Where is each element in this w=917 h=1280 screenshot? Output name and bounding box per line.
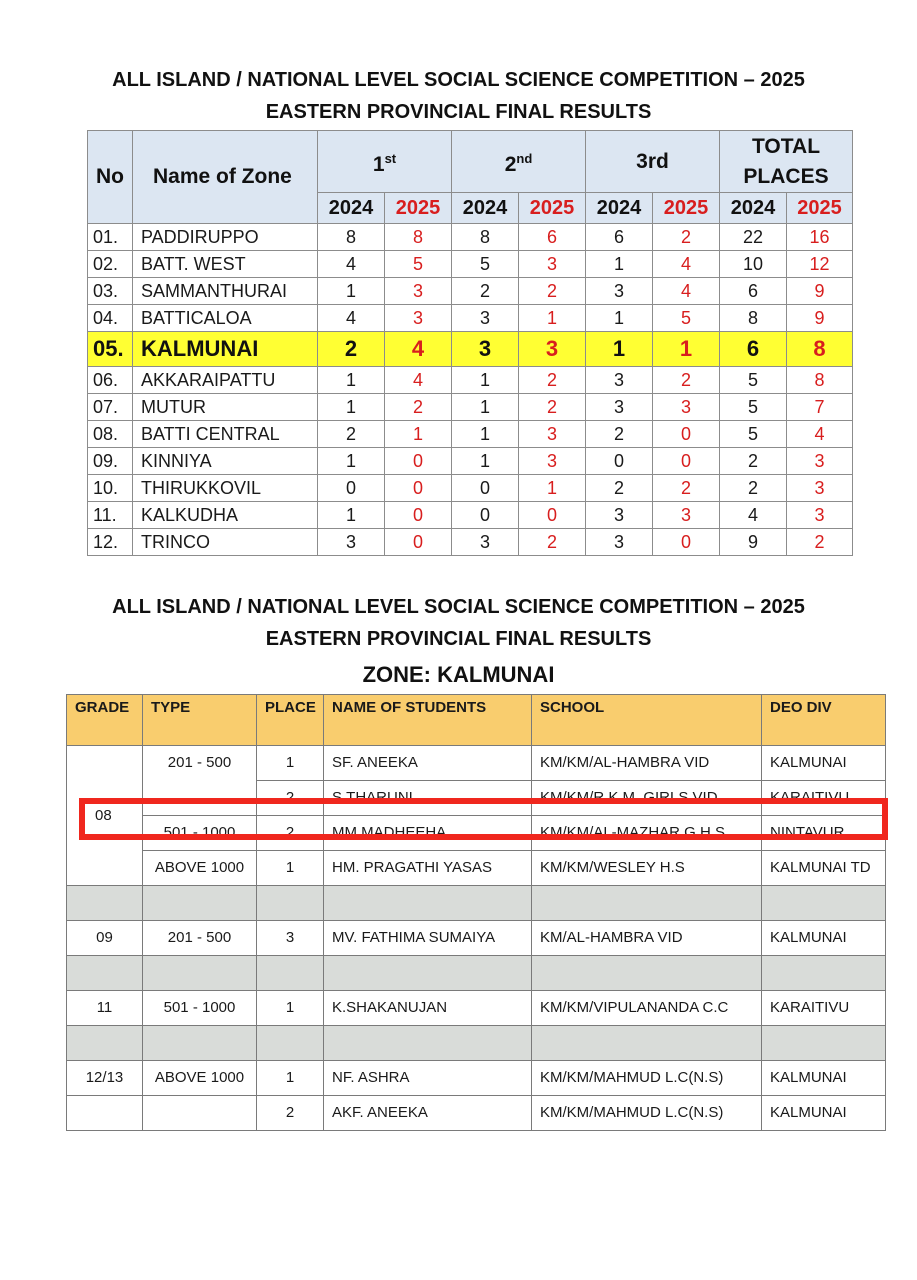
value-2024: 3 bbox=[586, 394, 653, 421]
value-2025: 0 bbox=[653, 421, 720, 448]
separator-row bbox=[67, 956, 886, 991]
deo-division: KALMUNAI bbox=[762, 921, 886, 956]
value-2024: 3 bbox=[452, 332, 519, 367]
header-total-places bbox=[720, 131, 853, 193]
grade-cell: 12/13 bbox=[67, 1061, 143, 1096]
header-grade: GRADE bbox=[67, 695, 143, 746]
value-2025: 2 bbox=[787, 529, 853, 556]
value-2025: 3 bbox=[787, 475, 853, 502]
zone-name: PADDIRUPPO bbox=[133, 224, 318, 251]
value-2025: 2 bbox=[385, 394, 452, 421]
school-name: KM/KM/MAHMUD L.C(N.S) bbox=[532, 1096, 762, 1131]
value-2025: 3 bbox=[787, 502, 853, 529]
value-2025: 2 bbox=[519, 367, 586, 394]
place-cell: 1 bbox=[257, 851, 324, 886]
value-2025: 2 bbox=[519, 394, 586, 421]
value-2024: 6 bbox=[720, 332, 787, 367]
deo-division: KALMUNAI TD bbox=[762, 851, 886, 886]
value-2024: 1 bbox=[452, 394, 519, 421]
year-2025: 2025 bbox=[787, 193, 853, 224]
value-2025: 4 bbox=[787, 421, 853, 448]
value-2024: 3 bbox=[586, 367, 653, 394]
value-2025: 2 bbox=[653, 367, 720, 394]
value-2025: 8 bbox=[787, 367, 853, 394]
place-cell: 2 bbox=[257, 781, 324, 816]
value-2024: 2 bbox=[318, 332, 385, 367]
school-name: KM/AL-HAMBRA VID bbox=[532, 921, 762, 956]
student-name: AKF. ANEEKA bbox=[324, 1096, 532, 1131]
value-2025: 0 bbox=[385, 502, 452, 529]
value-2024: 0 bbox=[452, 502, 519, 529]
grade-value: 08 bbox=[95, 806, 112, 824]
value-2024: 6 bbox=[586, 224, 653, 251]
row-number: 01. bbox=[88, 224, 133, 251]
year-2024: 2024 bbox=[586, 193, 653, 224]
value-2024: 2 bbox=[586, 421, 653, 448]
separator-row bbox=[67, 886, 886, 921]
value-2024: 2 bbox=[452, 278, 519, 305]
value-2025: 8 bbox=[385, 224, 452, 251]
value-2024: 5 bbox=[720, 421, 787, 448]
value-2025: 1 bbox=[519, 475, 586, 502]
value-2024: 3 bbox=[318, 529, 385, 556]
year-2024: 2024 bbox=[318, 193, 385, 224]
place-cell: 1 bbox=[257, 991, 324, 1026]
header-third-place: 3rd bbox=[586, 131, 720, 193]
value-2024: 1 bbox=[586, 305, 653, 332]
value-2025: 6 bbox=[519, 224, 586, 251]
value-2024: 4 bbox=[318, 251, 385, 278]
zone-row bbox=[88, 278, 853, 305]
value-2025: 1 bbox=[385, 421, 452, 448]
value-2024: 2 bbox=[720, 475, 787, 502]
grade-cell bbox=[67, 1096, 143, 1131]
value-2025: 4 bbox=[653, 278, 720, 305]
value-2025: 2 bbox=[519, 529, 586, 556]
value-2025: 1 bbox=[519, 305, 586, 332]
value-2024: 0 bbox=[586, 448, 653, 475]
value-2025: 2 bbox=[519, 278, 586, 305]
value-2025: 0 bbox=[653, 529, 720, 556]
value-2024: 3 bbox=[586, 502, 653, 529]
first-num: 1 bbox=[372, 152, 385, 176]
value-2024: 5 bbox=[720, 394, 787, 421]
zone-row bbox=[88, 421, 853, 448]
value-2025: 5 bbox=[653, 305, 720, 332]
header-no: No bbox=[88, 131, 133, 224]
header-students: NAME OF STUDENTS bbox=[324, 695, 532, 746]
value-2025: 3 bbox=[653, 502, 720, 529]
row-number: 11. bbox=[88, 502, 133, 529]
value-2024: 0 bbox=[452, 475, 519, 502]
zone-name: BATTI CENTRAL bbox=[133, 421, 318, 448]
value-2025: 2 bbox=[653, 224, 720, 251]
grade-cell: 09 bbox=[67, 921, 143, 956]
zone-row bbox=[88, 251, 853, 278]
school-name: KM/KM/AL-MAZHAR G.H.S bbox=[532, 816, 762, 851]
results-title-2: ALL ISLAND / NATIONAL LEVEL SOCIAL SCIENCE COMPETITION – 2025 bbox=[112, 596, 805, 618]
value-2025: 7 bbox=[787, 394, 853, 421]
student-name: MM.MADHEEHA bbox=[324, 816, 532, 851]
zone-name: THIRUKKOVIL bbox=[133, 475, 318, 502]
zone-row bbox=[88, 502, 853, 529]
year-2025: 2025 bbox=[385, 193, 452, 224]
zone-results-table bbox=[87, 130, 853, 556]
zone-row bbox=[88, 529, 853, 556]
value-2024: 1 bbox=[318, 394, 385, 421]
type-cell: 201 - 500 bbox=[143, 921, 257, 956]
results-subtitle-1: EASTERN PROVINCIAL FINAL RESULTS bbox=[265, 101, 652, 123]
value-2024: 1 bbox=[318, 502, 385, 529]
zone-name: SAMMANTHURAI bbox=[133, 278, 318, 305]
student-name: SF. ANEEKA bbox=[324, 746, 532, 781]
zone-row bbox=[88, 475, 853, 502]
row-number: 04. bbox=[88, 305, 133, 332]
value-2024: 1 bbox=[318, 278, 385, 305]
value-2024: 1 bbox=[318, 367, 385, 394]
value-2025: 16 bbox=[787, 224, 853, 251]
place-cell: 1 bbox=[257, 746, 324, 781]
value-2024: 1 bbox=[318, 448, 385, 475]
school-name: KM/KM/VIPULANANDA C.C bbox=[532, 991, 762, 1026]
year-2024: 2024 bbox=[720, 193, 787, 224]
value-2025: 0 bbox=[385, 475, 452, 502]
zone-row bbox=[88, 448, 853, 475]
zone-row bbox=[88, 394, 853, 421]
type-cell: ABOVE 1000 bbox=[143, 1061, 257, 1096]
value-2025: 3 bbox=[519, 251, 586, 278]
value-2024: 2 bbox=[318, 421, 385, 448]
row-number: 02. bbox=[88, 251, 133, 278]
place-cell: 3 bbox=[257, 921, 324, 956]
school-name: KM/KM/WESLEY H.S bbox=[532, 851, 762, 886]
header-zone: Name of Zone bbox=[133, 131, 318, 224]
zone-row bbox=[88, 367, 853, 394]
student-name: K.SHAKANUJAN bbox=[324, 991, 532, 1026]
value-2024: 10 bbox=[720, 251, 787, 278]
zone-name: MUTUR bbox=[133, 394, 318, 421]
value-2024: 4 bbox=[720, 502, 787, 529]
row-number: 10. bbox=[88, 475, 133, 502]
value-2025: 0 bbox=[385, 529, 452, 556]
value-2024: 1 bbox=[452, 367, 519, 394]
row-number: 03. bbox=[88, 278, 133, 305]
value-2024: 3 bbox=[586, 278, 653, 305]
value-2025: 1 bbox=[653, 332, 720, 367]
type-cell: 501 - 1000 bbox=[143, 816, 257, 851]
deo-division: NINTAVUR bbox=[762, 816, 886, 851]
zone-name: BATT. WEST bbox=[133, 251, 318, 278]
results-subtitle-2: EASTERN PROVINCIAL FINAL RESULTS bbox=[265, 628, 652, 650]
value-2025: 8 bbox=[787, 332, 853, 367]
place-cell: 1 bbox=[257, 1061, 324, 1096]
zone-name: AKKARAIPATTU bbox=[133, 367, 318, 394]
row-number: 12. bbox=[88, 529, 133, 556]
deo-division: KARAITIVU bbox=[762, 991, 886, 1026]
highlight-box bbox=[79, 798, 888, 840]
type-cell: 501 - 1000 bbox=[143, 991, 257, 1026]
value-2024: 1 bbox=[452, 421, 519, 448]
first-sup: st bbox=[384, 150, 397, 166]
school-name: KM/KM/R.K.M. GIRLS VID bbox=[532, 781, 762, 816]
zone-name: KALMUNAI bbox=[133, 332, 318, 367]
deo-division: KALMUNAI bbox=[762, 746, 886, 781]
value-2024: 3 bbox=[586, 529, 653, 556]
header-deo: DEO DIV bbox=[762, 695, 886, 746]
grade-cell: 11 bbox=[67, 991, 143, 1026]
deo-division: KARAITIVU bbox=[762, 781, 886, 816]
value-2025: 9 bbox=[787, 278, 853, 305]
student-name: MV. FATHIMA SUMAIYA bbox=[324, 921, 532, 956]
separator-row bbox=[67, 1026, 886, 1061]
value-2025: 9 bbox=[787, 305, 853, 332]
value-2024: 8 bbox=[452, 224, 519, 251]
year-2025: 2025 bbox=[519, 193, 586, 224]
value-2025: 4 bbox=[385, 332, 452, 367]
value-2024: 3 bbox=[452, 529, 519, 556]
zone-name: BATTICALOA bbox=[133, 305, 318, 332]
header-second-place bbox=[452, 131, 586, 193]
value-2025: 2 bbox=[653, 475, 720, 502]
school-name: KM/KM/AL-HAMBRA VID bbox=[532, 746, 762, 781]
value-2024: 5 bbox=[452, 251, 519, 278]
zone-row bbox=[88, 224, 853, 251]
value-2025: 3 bbox=[385, 278, 452, 305]
value-2025: 0 bbox=[653, 448, 720, 475]
zone-row bbox=[88, 332, 853, 367]
value-2024: 3 bbox=[452, 305, 519, 332]
value-2024: 8 bbox=[318, 224, 385, 251]
row-number: 09. bbox=[88, 448, 133, 475]
header-first-place bbox=[318, 131, 452, 193]
student-name: S.THARUNI bbox=[324, 781, 532, 816]
header-place: PLACE bbox=[257, 695, 324, 746]
zone-name: KINNIYA bbox=[133, 448, 318, 475]
header-school: SCHOOL bbox=[532, 695, 762, 746]
student-name: HM. PRAGATHI YASAS bbox=[324, 851, 532, 886]
value-2025: 4 bbox=[385, 367, 452, 394]
kalmunai-students-table bbox=[66, 694, 886, 1131]
value-2024: 2 bbox=[720, 448, 787, 475]
results-title-1: ALL ISLAND / NATIONAL LEVEL SOCIAL SCIENCE COMPETITION – 2025 bbox=[112, 69, 805, 91]
second-sup: nd bbox=[516, 150, 533, 166]
value-2024: 0 bbox=[318, 475, 385, 502]
value-2025: 12 bbox=[787, 251, 853, 278]
total-line2: PLACES bbox=[743, 164, 829, 188]
value-2024: 9 bbox=[720, 529, 787, 556]
value-2024: 5 bbox=[720, 367, 787, 394]
zone-name: TRINCO bbox=[133, 529, 318, 556]
second-num: 2 bbox=[504, 152, 517, 176]
year-2024: 2024 bbox=[452, 193, 519, 224]
type-cell: ABOVE 1000 bbox=[143, 851, 257, 886]
value-2024: 6 bbox=[720, 278, 787, 305]
place-cell: 2 bbox=[257, 1096, 324, 1131]
value-2024: 4 bbox=[318, 305, 385, 332]
value-2025: 3 bbox=[385, 305, 452, 332]
value-2025: 5 bbox=[385, 251, 452, 278]
value-2025: 0 bbox=[519, 502, 586, 529]
value-2024: 8 bbox=[720, 305, 787, 332]
deo-division: KALMUNAI bbox=[762, 1096, 886, 1131]
zone-row bbox=[88, 305, 853, 332]
value-2025: 3 bbox=[519, 332, 586, 367]
value-2024: 22 bbox=[720, 224, 787, 251]
place-cell: 2 bbox=[257, 816, 324, 851]
value-2024: 1 bbox=[586, 251, 653, 278]
type-cell bbox=[143, 1096, 257, 1131]
value-2025: 3 bbox=[519, 421, 586, 448]
row-number: 06. bbox=[88, 367, 133, 394]
value-2025: 0 bbox=[385, 448, 452, 475]
header-type: TYPE bbox=[143, 695, 257, 746]
value-2025: 3 bbox=[787, 448, 853, 475]
value-2024: 1 bbox=[586, 332, 653, 367]
type-cell: 201 - 500 bbox=[143, 746, 257, 816]
value-2025: 3 bbox=[653, 394, 720, 421]
value-2024: 2 bbox=[586, 475, 653, 502]
zone-name: KALKUDHA bbox=[133, 502, 318, 529]
value-2025: 3 bbox=[519, 448, 586, 475]
value-2025: 4 bbox=[653, 251, 720, 278]
total-line1: TOTAL bbox=[751, 134, 821, 158]
year-2025: 2025 bbox=[653, 193, 720, 224]
row-number: 08. bbox=[88, 421, 133, 448]
value-2024: 1 bbox=[452, 448, 519, 475]
row-number: 07. bbox=[88, 394, 133, 421]
deo-division: KALMUNAI bbox=[762, 1061, 886, 1096]
school-name: KM/KM/MAHMUD L.C(N.S) bbox=[532, 1061, 762, 1096]
student-name: NF. ASHRA bbox=[324, 1061, 532, 1096]
zone-title: ZONE: KALMUNAI bbox=[362, 662, 555, 687]
row-number: 05. bbox=[88, 332, 133, 367]
